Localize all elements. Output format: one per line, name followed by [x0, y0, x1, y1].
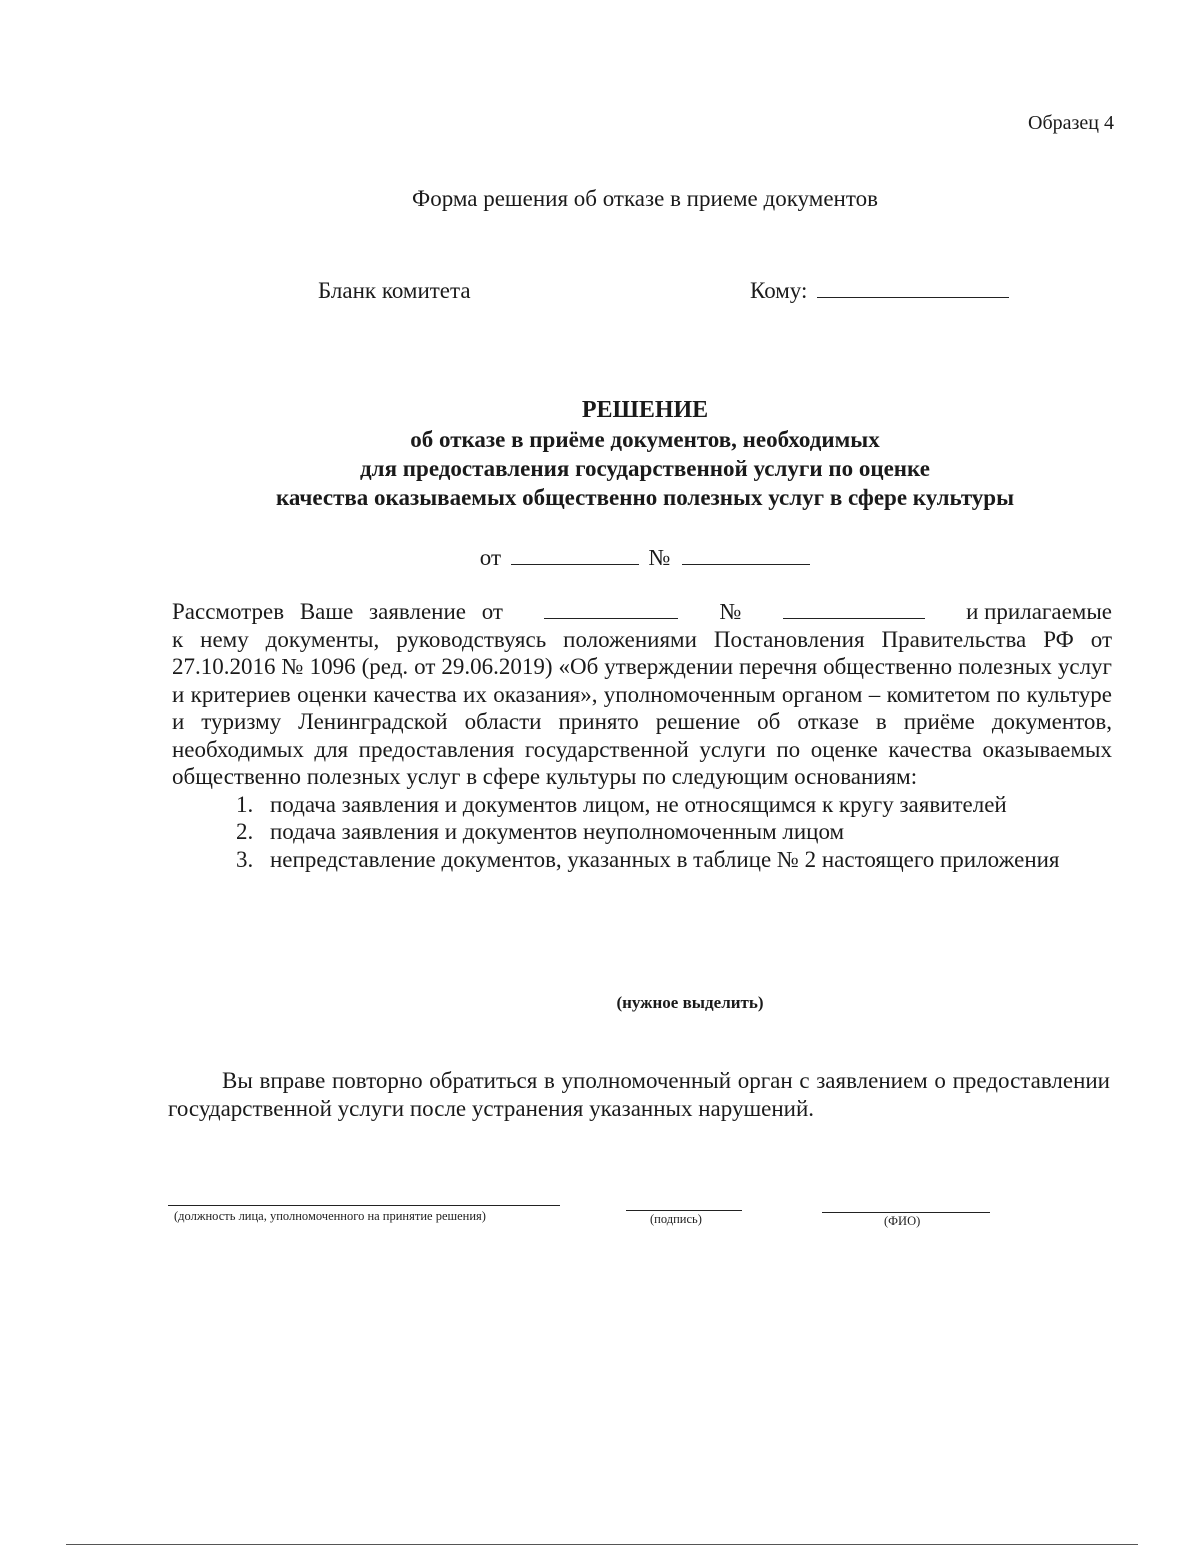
decision-date-number-line: [0, 545, 1200, 571]
recipient-label: Кому:: [750, 278, 808, 303]
decision-date-blank[interactable]: [511, 546, 639, 565]
application-number-blank[interactable]: [783, 600, 925, 619]
decision-title: РЕШЕНИЕ: [581, 397, 709, 423]
position-caption: (должность лица, уполномоченного на принятие решения): [174, 1209, 486, 1223]
full-name-signature-line[interactable]: [822, 1212, 990, 1213]
intro-line: [172, 598, 1112, 626]
ground-number: 3.: [236, 846, 254, 872]
signature-caption: (подпись): [650, 1212, 702, 1226]
date-from-label: от: [479, 545, 502, 570]
grounds-list: [172, 791, 1112, 874]
decision-subtitle-line-3: качества оказываемых общественно полезных услуг в сфере культуры: [275, 485, 1015, 510]
decision-body: [172, 598, 1112, 873]
number-sign-label: №: [648, 545, 671, 570]
recipient-blank[interactable]: [817, 279, 1009, 298]
decision-number-blank[interactable]: [682, 546, 810, 565]
ground-number: 2.: [236, 819, 254, 844]
ground-text: непредставление документов, указанных в таблице № 2 настоящего приложения: [270, 846, 1060, 872]
intro-number-sign: №: [719, 599, 742, 624]
decision-subtitle-line-2: для предоставления государственной услуги по оценке: [360, 456, 930, 481]
ground-text: подача заявления и документов неуполномоченным лицом: [270, 819, 845, 844]
ground-text: подача заявления и документов лицом, не относящимся к кругу заявителей: [270, 791, 1007, 817]
intro-start: Рассмотрев Ваше заявление от: [172, 599, 503, 624]
intro-end: и прилагаемые: [966, 599, 1112, 624]
page-bottom-rule: [66, 1544, 1138, 1545]
select-needed-note: (нужное выделить): [616, 993, 764, 1012]
full-name-caption: (ФИО): [884, 1214, 921, 1228]
body-paragraph: к нему документы, руководствуясь положениями Постановления Правительства РФ от 27.10.2016 № 1096 (ред. от 29.06.2019) «Об утверждении перечня общественно полезных услуг и критериев оценки качества их оказания», уполномоченным органом – комитетом по культуре и туризму Ленинградской области принято решение об отказе в приёме документов, необходимых для предоставления государственной услуги по оценке качества оказываемых общественно полезных услуг в сфере культуры по следующим основаниям:: [172, 626, 1112, 789]
decision-heading: [0, 396, 1200, 512]
closing-paragraph: Вы вправе повторно обратиться в уполномоченный орган с заявлением о предоставлении государственной услуги после устранения указанных нарушений.: [168, 1068, 1110, 1121]
ground-item: [172, 818, 1112, 846]
ground-item: [172, 791, 1112, 819]
sample-label: Образец 4: [1028, 112, 1114, 134]
form-title: Форма решения об отказе в приеме документов: [412, 186, 878, 211]
application-date-blank[interactable]: [544, 600, 678, 619]
committee-blank-label: Бланк комитета: [318, 278, 471, 303]
position-signature-line[interactable]: [168, 1205, 560, 1206]
recipient-field: [750, 278, 1009, 304]
decision-subtitle-line-1: об отказе в приёме документов, необходимых: [410, 427, 880, 452]
signature-line[interactable]: [626, 1210, 742, 1211]
ground-item: [172, 846, 1112, 874]
ground-number: 1.: [236, 791, 254, 817]
